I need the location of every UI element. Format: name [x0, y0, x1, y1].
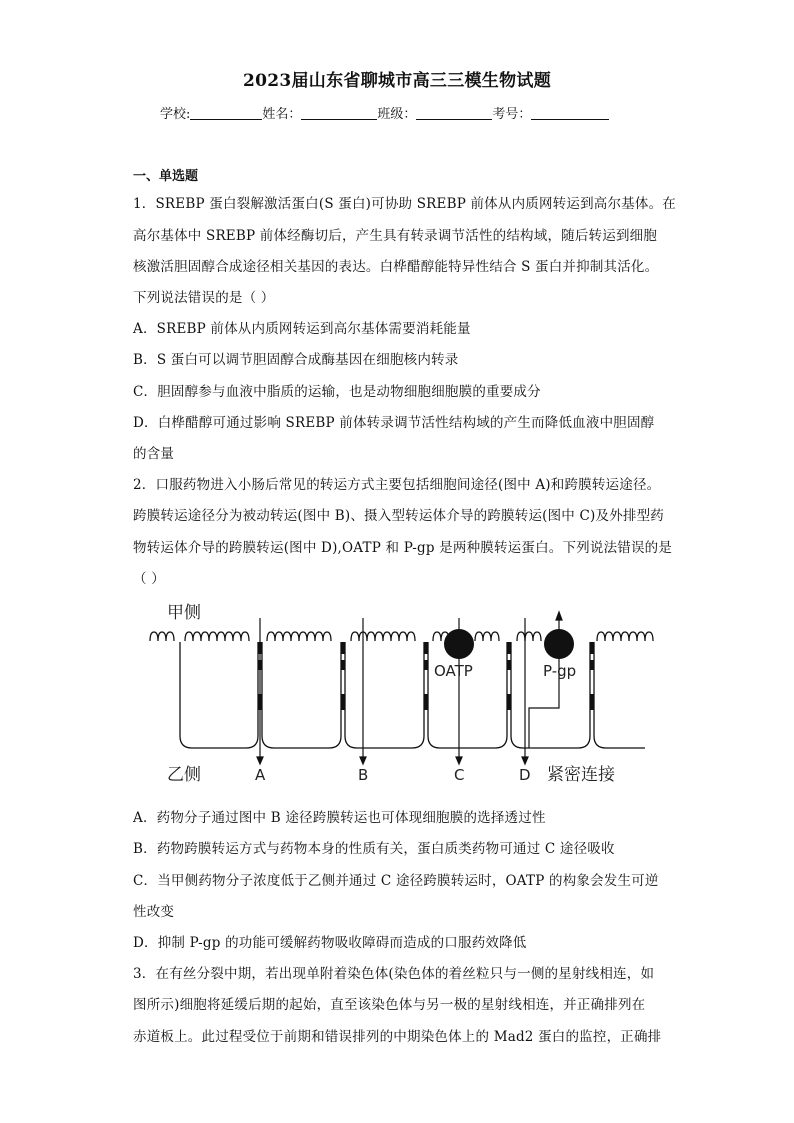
q1-line: 高尔基体中 SREBP 前体经酶切后，产生具有转录调节活性的结构域，随后转运到细胞 [133, 228, 658, 244]
q1-option-d: D．白桦醋醇可通过影响 SREBP 前体转录调节活性结构域的产生而降低血液中胆固醇 [133, 415, 655, 431]
q1-line: 下列说法错误的是（ ） [133, 290, 275, 306]
side-bottom-label: 乙侧 [167, 765, 201, 785]
q3-line: 3．在有丝分裂中期，若出现单附着染色体(染色体的着丝粒只与一侧的星射线相连，如 [133, 966, 655, 982]
q1-option-b: B．S 蛋白可以调节胆固醇合成酶基因在细胞核内转录 [133, 352, 459, 368]
exam-no-label: 考号： [492, 107, 532, 122]
q2-line: （ ） [133, 571, 165, 587]
route-b-label: B [358, 766, 369, 784]
route-a-label: A [255, 766, 266, 784]
route-d-label: D [519, 766, 531, 784]
school-blank [190, 106, 262, 120]
q2-option-b: B．药物跨膜转运方式与药物本身的性质有关，蛋白质类药物可通过 C 途径吸收 [133, 841, 615, 857]
q3-line: 图所示)细胞将延缓后期的起始，直至该染色体与另一极的星射线相连，并正确排列在 [133, 997, 646, 1013]
q2-option-d: D．抑制 P-gp 的功能可缓解药物吸收障碍而造成的口服药效降低 [133, 935, 527, 951]
q2-line: 2．口服药物进入小肠后常见的转运方式主要包括细胞间途径(图中 A)和跨膜转运途径。 [133, 477, 661, 493]
route-c-label: C [454, 766, 465, 784]
route-arrows [257, 612, 562, 764]
q1-option-a: A．SREBP 前体从内质网转运到高尔基体需要消耗能量 [133, 321, 471, 337]
page-title: 2023届山东省聊城市高三三模生物试题 [242, 71, 551, 91]
q2-option-c: C．当甲侧药物分子浓度低于乙侧并通过 C 途径跨膜转运时，OATP 的构象会发生可逆 [133, 873, 659, 889]
tight-junction-label: 紧密连接 [547, 765, 615, 785]
name-label: 姓名： [262, 107, 302, 122]
q3-line: 赤道板上。此过程受位于前期和错误排列的中期染色体上的 Mad2 蛋白的监控，正确排 [133, 1029, 662, 1045]
q2-option-c-cont: 性改变 [133, 904, 175, 920]
pgp-transporter [544, 629, 574, 659]
q1-option-c: C．胆固醇参与血液中脂质的运输，也是动物细胞细胞膜的重要成分 [133, 384, 541, 400]
class-blank [416, 106, 492, 120]
class-label: 班级： [377, 107, 417, 122]
school-label: 学校: [160, 107, 191, 122]
q2-line: 跨膜转运途径分为被动转运(图中 B)、摄入型转运体介导的跨膜转运(图中 C)及外排型药 [133, 508, 664, 524]
intestinal-transport-diagram [145, 598, 655, 788]
name-blank [301, 106, 377, 120]
q1-line: 1．SREBP 蛋白裂解激活蛋白(S 蛋白)可协助 SREBP 前体从内质网转运到高尔基体。在 [133, 196, 676, 212]
student-info-row [160, 103, 609, 122]
q1-option-d-cont: 的含量 [133, 446, 175, 462]
exam-no-blank [531, 106, 609, 120]
oatp-transporter [444, 629, 474, 659]
cell-walls [180, 642, 645, 748]
section-title: 一、单选题 [133, 169, 199, 184]
microvilli-border [150, 632, 653, 641]
side-top-label: 甲侧 [167, 603, 201, 623]
q1-line: 核激活胆固醇合成途径相关基因的表达。白桦醋醇能特异性结合 S 蛋白并抑制其活化。 [133, 259, 659, 275]
oatp-label: OATP [434, 662, 473, 680]
q2-option-a: A．药物分子通过图中 B 途径跨膜转运也可体现细胞膜的选择透过性 [133, 810, 546, 826]
pgp-label: P-gp [543, 662, 577, 680]
q2-line: 物转运体介导的跨膜转运(图中 D),OATP 和 P-gp 是两种膜转运蛋白。下列说法错误的是 [133, 540, 673, 556]
